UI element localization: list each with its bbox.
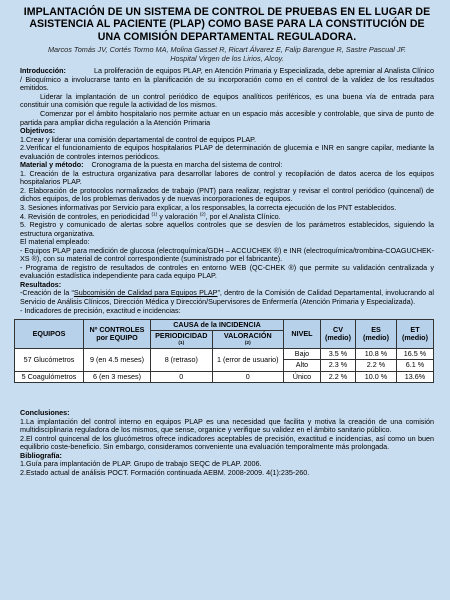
result-1-b: ”, dentro de la Comisión de Calidad Departamental, involucrando al Servicio de Análisis Clínicos, Dirección Médica y Dirección/Supervisores de Enfermería (Atención Primaria y Especializada). bbox=[20, 288, 434, 306]
result-2: - Indicadores de precisión, exactitud e incidencias: bbox=[20, 305, 181, 315]
cell-periodicidad: 8 (retraso) bbox=[151, 348, 213, 371]
col-valoracion-label: VALORACIÓN bbox=[223, 331, 272, 341]
material-2: - Programa de registro de resultados de controles en entorno WEB (QC-CHEK ®) que permite su validación centralizada y evaluación estadística independiente para cada equipo PLAP. bbox=[20, 262, 434, 281]
cell-controles: 6 (en 3 meses) bbox=[84, 371, 151, 382]
conclusion-1: 1.La implantación del control interno en equipos PLAP es una necesidad que facilita y motiva la creación de una comisión multidisciplinaria reguladora de los mismos, que sense, organice y verifique su validez en el ámbito sanitario público. bbox=[20, 416, 434, 435]
bibliography-heading: Bibliografía: bbox=[20, 450, 62, 460]
methods-heading: Material y método: bbox=[20, 160, 84, 170]
intro-heading: Introducción: bbox=[20, 66, 66, 76]
col-incidencia: CAUSA de la INCIDENCIA bbox=[151, 320, 284, 331]
cell-es: 2.2 % bbox=[356, 360, 397, 371]
cell-es: 10.0 % bbox=[356, 371, 397, 382]
materials-heading: El material empleado: bbox=[20, 237, 90, 247]
method-step-3: 3. Sesiones informativas por Servicio para explicar, a los responsables, la correcta ejecución de los PNT establecidos. bbox=[20, 202, 397, 212]
cell-periodicidad: 0 bbox=[151, 371, 213, 382]
cell-cv: 2.3 % bbox=[321, 360, 356, 371]
cell-valoracion: 1 (error de usuario) bbox=[212, 348, 283, 371]
methods-intro: Cronograma de la puesta en marcha del sistema de control: bbox=[91, 160, 283, 170]
cell-nivel: Bajo bbox=[284, 348, 321, 359]
cell-equipo: 57 Glucómetros bbox=[15, 348, 84, 371]
table-row bbox=[15, 348, 434, 359]
cell-nivel: Alto bbox=[284, 360, 321, 371]
col-nivel: NIVEL bbox=[284, 320, 321, 349]
conclusions-heading: Conclusiones: bbox=[20, 408, 70, 418]
cell-equipo: 5 Coagulómetros bbox=[15, 371, 84, 382]
objective-2: 2.Verificar el funcionamiento de equipos hospitalarios PLAP de determinación de glucemia e INR en sangre capilar, mediante la evaluación de controles internos periódicos. bbox=[20, 143, 434, 161]
col-controles: Nº CONTROLES por EQUIPO bbox=[84, 320, 151, 349]
institution: Hospital Virgen de los Lirios, Alcoy. bbox=[170, 54, 284, 64]
cell-et: 13.6% bbox=[397, 371, 434, 382]
cell-es: 10.8 % bbox=[356, 348, 397, 359]
footnote-1-marker: (1) bbox=[151, 212, 158, 218]
col-periodicidad-note: (1) bbox=[178, 340, 185, 346]
conclusion-2: 2.El control quincenal de los glucómetros ofrece indicadores aceptables de precisión, exactitud e incidencias, así como un buen equilibrio coste-beneficio. Sin embargo, consideramos conveniente una evaluación temporalmente más prolongada. bbox=[20, 433, 434, 452]
cell-et: 6.1 % bbox=[397, 360, 434, 371]
cell-cv: 2.2 % bbox=[321, 371, 356, 382]
col-periodicidad bbox=[151, 331, 213, 348]
col-equipos: EQUIPOS bbox=[15, 320, 84, 349]
objective-1: 1.Crear y liderar una comisión departamental de control de equipos PLAP. bbox=[20, 134, 256, 144]
cell-cv: 3.5 % bbox=[321, 348, 356, 359]
method-step-2: 2. Elaboración de protocolos normalizados de trabajo (PNT) para realizar, registrar y revisar el control periódico (quincenal) de dichos equipos, de los problemas derivados y de nuevas incorporaciones de equipos. bbox=[20, 185, 434, 204]
col-es: ES (medio) bbox=[356, 320, 397, 349]
result-1-a: -Creación de la “ bbox=[20, 288, 74, 298]
authors: Marcos Tomás JV, Cortés Tormo MA, Molina Gasset R, Ricart Álvarez E, Falip Barengue R, Sastre Pascual JF. bbox=[47, 45, 407, 55]
objectives-heading: Objetivos: bbox=[20, 126, 56, 136]
poster-title: IMPLANTACIÓN DE UN SISTEMA DE CONTROL DE PRUEBAS EN EL LUGAR DE ASISTENCIA AL PACIENTE (PLAP) COMO BASE PARA LA CONSTITUCIÓN DE UNA COMISIÓN DEPARTAMENTAL REGULADORA. bbox=[23, 6, 431, 43]
cell-nivel: Único bbox=[284, 371, 321, 382]
material-1: - Equipos PLAP para medición de glucosa (electroquímica/GDH – ACCUCHEK ®) e INR (electroquímica/trombina-COAGUCHEK-XS ®), con su material de control correspondiente (suministrado por el fabricante). bbox=[20, 245, 434, 264]
result-1 bbox=[20, 289, 434, 306]
intro-paragraph-3: Comenzar por el ámbito hospitalario nos permite actuar en un espacio más accesible y controlable, que sirva de punto de partida para ampliar dicha regulación a la Atención Primaria bbox=[20, 108, 434, 127]
table-row bbox=[15, 371, 434, 382]
reference-1: 1.Guía para implantación de PLAP. Grupo de trabajo SEQC de PLAP. 2006. bbox=[20, 459, 262, 469]
cell-controles: 9 (en 4.5 meses) bbox=[84, 348, 151, 371]
col-periodicidad-label: PERIODICIDAD bbox=[155, 331, 208, 341]
results-heading: Resultados: bbox=[20, 279, 62, 289]
subcommission-link[interactable]: Subcomisión de Calidad para Equipos PLAP bbox=[73, 288, 218, 298]
reference-2: 2.Estado actual de análisis POCT. Formación continuada AEBM. 2008-2009. 4(1):235-260. bbox=[20, 467, 310, 477]
method-step-4-c: , por el Analista Clínico. bbox=[205, 211, 281, 221]
cell-valoracion: 0 bbox=[212, 371, 283, 382]
incidence-table bbox=[14, 319, 434, 383]
col-et: ET (medio) bbox=[397, 320, 434, 349]
col-cv: CV (medio) bbox=[321, 320, 356, 349]
method-step-5: 5. Registro y comunicado de alertas sobre aquellos controles que se desvíen de los parámetros establecidos, siguiendo la estructura organizativa. bbox=[20, 220, 434, 238]
col-valoracion bbox=[212, 331, 283, 348]
method-step-1: 1. Creación de la estructura organizativa para desarrollar labores de control y recopilación de datos acerca de los equipos hospitalarios PLAP. bbox=[20, 168, 434, 187]
intro-text-1: La proliferación de equipos PLAP, en Atención Primaria y Especializada, debe apremiar al Analista Clínico / Bioquímico a involucrarse tanto en la planificación de su incorporación como en el control de la validez de los resultados emitidos. bbox=[20, 66, 434, 93]
intro-paragraph-1 bbox=[20, 67, 434, 93]
method-step-4-a: 4. Revisión de controles, en periodicidad bbox=[20, 211, 150, 221]
intro-paragraph-2: Liderar la implantación de un control periódico de equipos analíticos periféricos, es una buena vía de entrada para constituir una comisión que regule la actividad de los mismos. bbox=[20, 91, 434, 110]
footnote-2-marker: (2) bbox=[199, 212, 206, 218]
cell-et: 16.5 % bbox=[397, 348, 434, 359]
method-step-4-b: y valoración bbox=[159, 211, 198, 221]
col-valoracion-note: (2) bbox=[244, 340, 251, 346]
